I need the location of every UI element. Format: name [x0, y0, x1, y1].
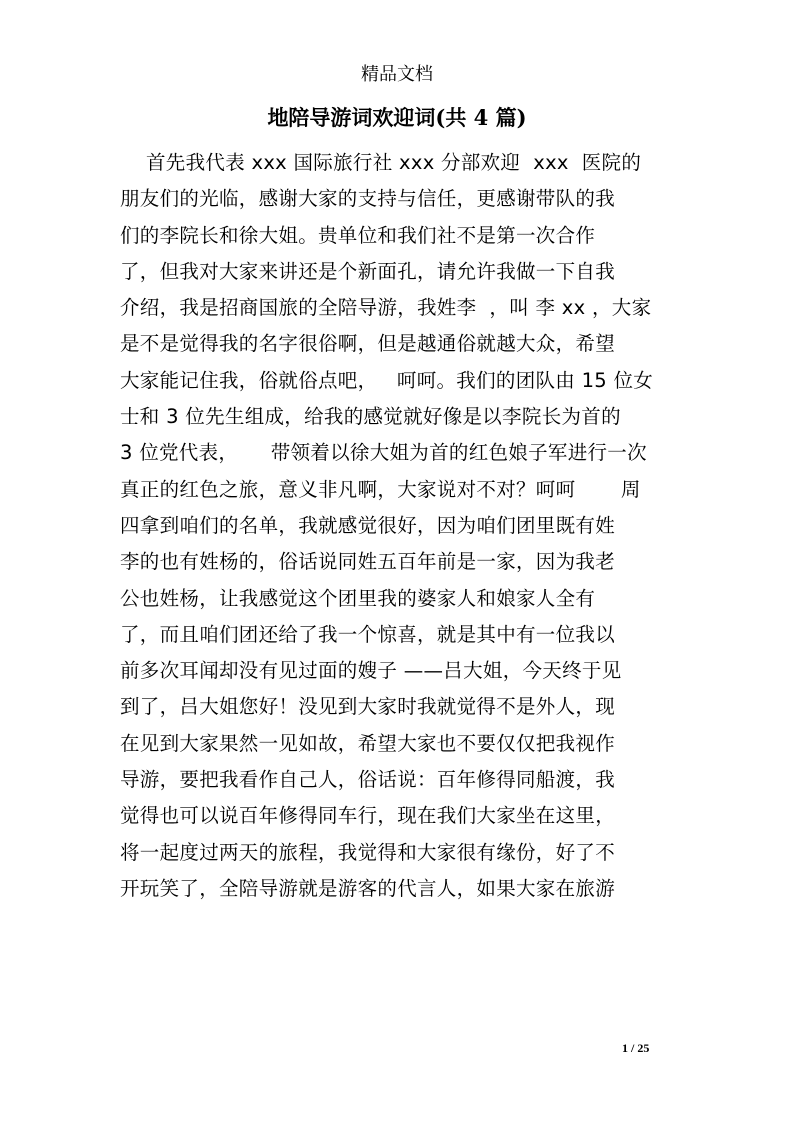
page-number: 1 / 25 [622, 1041, 650, 1055]
body-line: 首先我代表 xxx 国际旅行社 xxx 分部欢迎 xxx 医院的 [120, 151, 642, 174]
body-line: 在见到大家果然一见如故，希望大家也不要仅仅把我视作 [120, 731, 616, 755]
body-line: 介绍，我是招商国旅的全陪导游，我姓李 ，叫 李 xx ，大家 [120, 296, 652, 320]
body-line: 大家能记住我，俗就俗点吧， 呵呵。我们的团队由 15 位女 [120, 368, 654, 392]
body-line: 士和 3 位先生组成，给我的感觉就好像是以李院长为首的 [120, 405, 621, 429]
document-title: 地陪导游词欢迎词(共 4 篇) [267, 105, 527, 130]
body-line: 3 位党代表， 带领着以徐大姐为首的红色娘子军进行一次 [120, 441, 647, 465]
body-line: 李的也有姓杨的，俗话说同姓五百年前是一家，因为我老 [120, 550, 616, 574]
body-line: 公也姓杨，让我感觉这个团里我的婆家人和娘家人全有 [120, 586, 596, 610]
body-line: 将一起度过两天的旅程，我觉得和大家很有缘份，好了不 [120, 840, 616, 864]
body-line: 前多次耳闻却没有见过面的嫂子 ——吕大姐，今天终于见 [120, 659, 622, 683]
body-line: 了，而且咱们团还给了我一个惊喜，就是其中有一位我以 [120, 622, 616, 646]
body-line: 们的李院长和徐大姐。贵单位和我们社不是第一次合作 [120, 223, 596, 247]
body-line: 开玩笑了，全陪导游就是游客的代言人，如果大家在旅游 [120, 876, 616, 900]
body-line: 到了，吕大姐您好！没见到大家时我就觉得不是外人，现 [120, 695, 616, 719]
body-line: 导游，要把我看作自己人，俗话说：百年修得同船渡，我 [120, 768, 616, 792]
body-line: 真正的红色之旅，意义非凡啊，大家说对不对？呵呵 周 [120, 477, 641, 501]
document-body [120, 145, 680, 907]
body-line: 是不是觉得我的名字很俗啊，但是越通俗就越大众，希望 [120, 332, 616, 356]
body-line: 朋友们的光临，感谢大家的支持与信任，更感谢带队的我 [120, 187, 616, 211]
document-header: 精品文档 [361, 64, 433, 85]
body-line: 觉得也可以说百年修得同车行，现在我们大家坐在这里， [120, 804, 616, 828]
body-line: 了，但我对大家来讲还是个新面孔，请允许我做一下自我 [120, 259, 616, 283]
body-line: 四拿到咱们的名单，我就感觉很好，因为咱们团里既有姓 [120, 513, 616, 537]
